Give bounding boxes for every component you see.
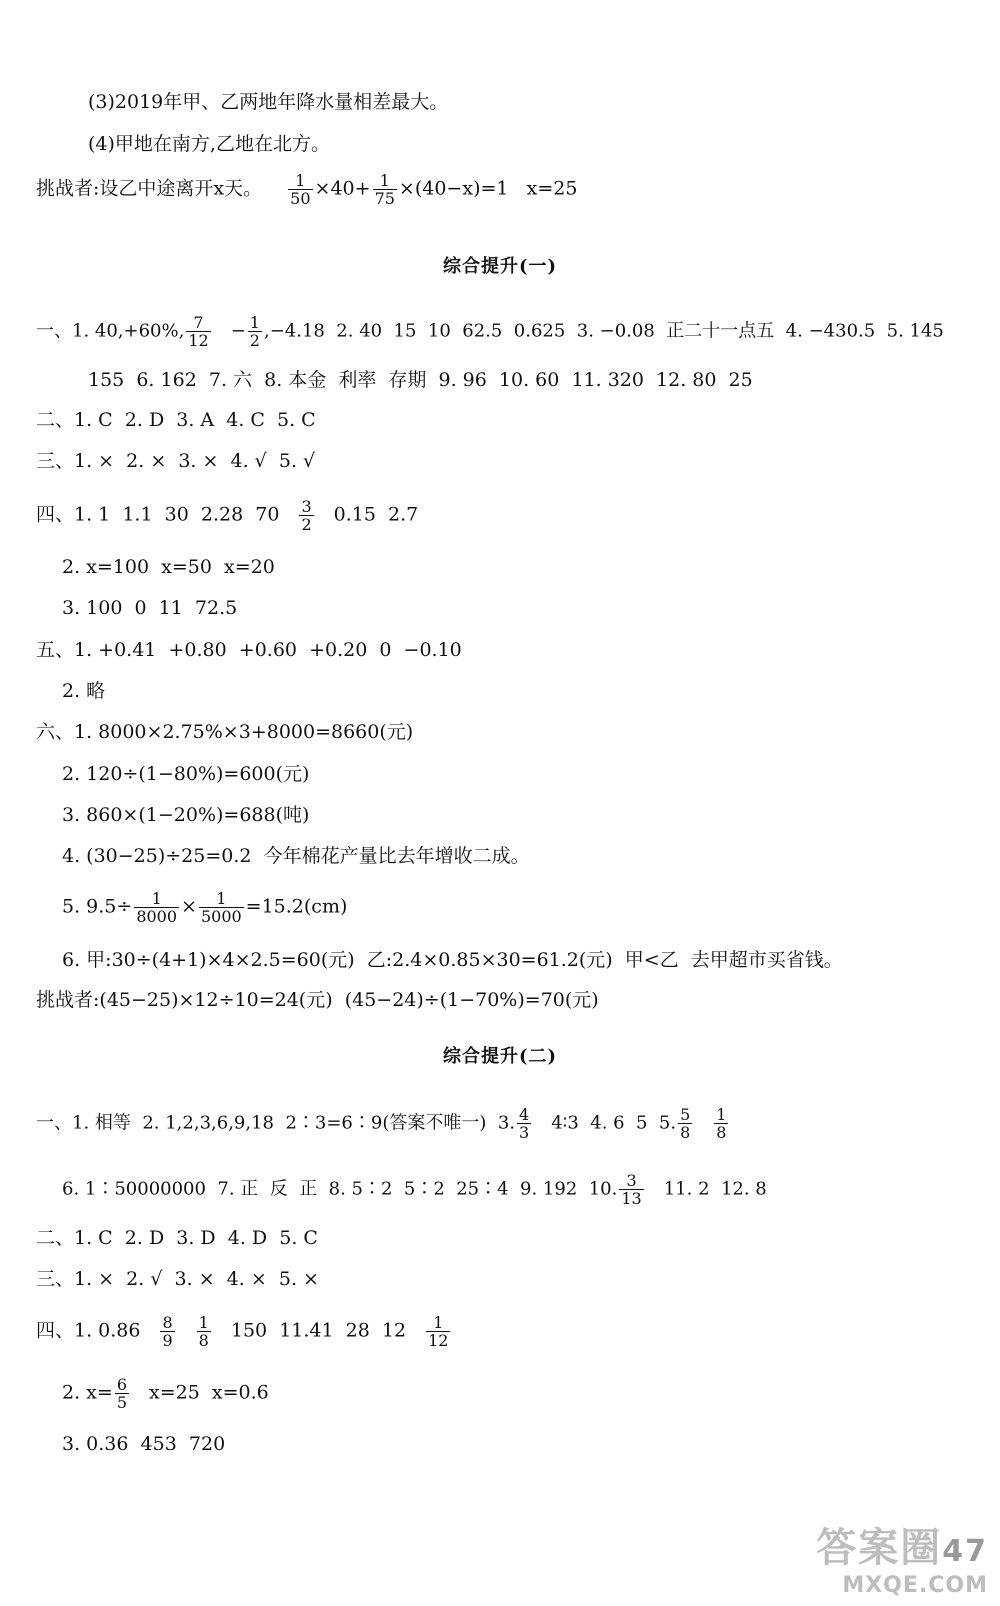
s1-row-4: 三、1. × 2. × 3. × 4. √ 5. √ [36, 450, 316, 472]
s1-row-16: 挑战者:(45−25)×12÷10=24(元) (45−24)÷(1−70%)=70(元) [36, 989, 599, 1011]
section-title-1: 综合提升(一) [442, 256, 558, 277]
fraction: $\frac{3}{13}$ [621, 1171, 642, 1208]
s2-row-4: 三、1. × 2. √ 3. × 4. × 5. × [36, 1268, 319, 1290]
fraction: $\frac{1}{5000}$ [200, 889, 242, 926]
s1-row-15: 6. 甲:30÷(4+1)×4×2.5=60(元) 乙:2.4×0.85×30=61.2(元) 甲<乙 去甲超市买省钱。 [62, 949, 843, 971]
s1-row-10: 六、1. 8000×2.75%×3+8000=8660(元) [36, 721, 414, 743]
s1-row-2: 155 6. 162 7. 六 8. 本金 利率 存期 9. 96 10. 60 11. 320 12. 80 25 [88, 369, 753, 391]
fraction: $\frac{1}{50}$ [290, 171, 311, 208]
s1-row-8: 五、1. +0.41 +0.80 +0.60 +0.20 0 −0.10 [36, 639, 462, 661]
section-title-2: 综合提升(二) [442, 1046, 558, 1067]
fraction: $\frac{4}{3}$ [519, 1105, 530, 1142]
fraction: $\frac{1}{8000}$ [136, 889, 178, 926]
watermark-logo: 答案圈47 MXQE.COM [816, 1525, 988, 1598]
fraction: $\frac{1}{8}$ [198, 1313, 209, 1350]
s1-row-12: 3. 860×(1−20%)=688(吨) [62, 804, 310, 826]
s2-row-5: 四、1. 0.86 $\frac{8}{9}$ $\frac{1}{8}$ 150 11.41 28 12 $\frac{1}{12}$ [36, 1313, 449, 1350]
fraction: $\frac{1}{8}$ [716, 1105, 727, 1142]
s2-row-6: 2. x= $\frac{6}{5}$ x=25 x=0.6 [62, 1375, 269, 1412]
s2-row-2: 6. 1∶50000000 7. 正 反 正 8. 5∶2 5∶2 25∶4 9. 192 10. $\frac{3}{13}$ 11. 2 12. 8 [62, 1171, 767, 1208]
answer-line-3: (3)2019年甲、乙两地年降水量相差最大。 [88, 91, 449, 113]
s1-row-6: 2. x=100 x=50 x=20 [62, 556, 275, 578]
fraction: $\frac{6}{5}$ [116, 1375, 127, 1412]
fraction: $\frac{7}{12}$ [188, 313, 209, 350]
s2-row-7: 3. 0.36 453 720 [62, 1433, 226, 1455]
fraction: $\frac{1}{12}$ [428, 1313, 449, 1350]
challenge-line: 挑战者:设乙中途离开x天。 $\frac{1}{50}$ ×40+ $\frac{1}{75}$ ×(40−x)=1 x=25 [36, 171, 578, 208]
s1-row-1: 一、1. 40,+60%, $\frac{7}{12}$ − $\frac{1}{2}$ ,−4.18 2. 40 15 10 62.5 0.625 3. −0.08 正二十一点五 4. −430.5 5. 145 [36, 313, 944, 350]
fraction: $\frac{1}{2}$ [249, 313, 260, 350]
fraction: $\frac{8}{9}$ [162, 1313, 173, 1350]
s1-row-5: 四、1. 1 1.1 30 2.28 70 $\frac{3}{2}$ 0.15 2.7 [36, 497, 419, 534]
answer-line-4: (4)甲地在南方,乙地在北方。 [88, 133, 330, 155]
fraction: $\frac{5}{8}$ [680, 1105, 691, 1142]
fraction: $\frac{3}{2}$ [301, 497, 312, 534]
s1-row-7: 3. 100 0 11 72.5 [62, 597, 238, 619]
s2-row-1: 一、1. 相等 2. 1,2,3,6,9,18 2∶3=6∶9(答案不唯一) 3. $\frac{4}{3}$ 4∶3 4. 6 5 5. $\frac{5}{8}$ $\frac{1}{8}$ [36, 1105, 727, 1142]
fraction: $\frac{1}{75}$ [374, 171, 395, 208]
s2-row-3: 二、1. C 2. D 3. D 4. D 5. C [36, 1227, 318, 1249]
s1-row-3: 二、1. C 2. D 3. A 4. C 5. C [36, 409, 316, 431]
s1-row-13: 4. (30−25)÷25=0.2 今年棉花产量比去年增收二成。 [62, 845, 530, 867]
s1-row-14: 5. 9.5÷ $\frac{1}{8000}$ × $\frac{1}{5000}$ =15.2(cm) [62, 889, 348, 926]
s1-row-11: 2. 120÷(1−80%)=600(元) [62, 763, 310, 785]
s1-row-9: 2. 略 [62, 680, 106, 702]
